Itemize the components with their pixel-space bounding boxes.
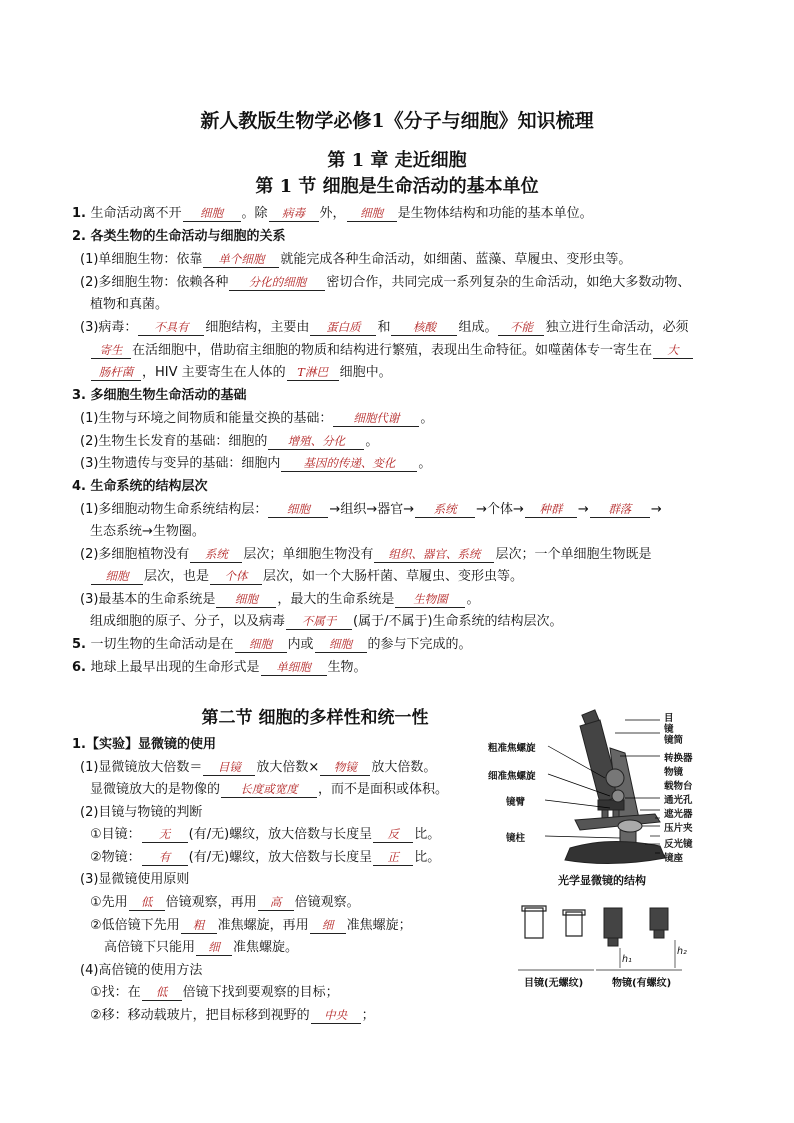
q2-item-1: (1)单细胞生物：依靠 单个细胞 就能完成各种生命活动，如细菌、蓝藻、草履虫、变形虫等。 bbox=[80, 252, 632, 267]
answer-blank: 分化的细胞 bbox=[229, 275, 325, 291]
q2-item-2: (2)多细胞生物：依赖各种 分化的细胞 密切合作，共同完成一系列复杂的生命活动，如绝大多数动物、 bbox=[80, 275, 691, 290]
answer-blank: 种群 bbox=[525, 502, 577, 518]
answer-blank: 蛋白质 bbox=[310, 320, 376, 336]
answer-blank: 低 bbox=[129, 895, 165, 911]
s2-line-12: ②移：移动载玻片，把目标移到视野的 中央 ； bbox=[90, 1008, 375, 1023]
answer-blank: 细胞 bbox=[91, 569, 143, 585]
answer-blank: 不具有 bbox=[138, 320, 204, 336]
question-4-title: 4. 生命系统的结构层次 bbox=[72, 479, 208, 494]
s2-line-7: ①先用 低 倍镜观察，再用 高 倍镜观察。 bbox=[90, 895, 360, 910]
s2-line-6: (3)显微镜使用原则 bbox=[80, 872, 190, 887]
q2-item-3-cont: 寄生 在活细胞中，借助宿主细胞的物质和结构进行繁殖，表现出生命特征。如噬菌体专一寄生在 大 bbox=[90, 342, 694, 360]
answer-blank: 单个细胞 bbox=[203, 252, 279, 268]
q3-item-1: (1)生物与环境之间物质和能量交换的基础： 细胞代谢 。 bbox=[80, 411, 434, 426]
label-objective: 物镜 bbox=[664, 767, 684, 778]
s2-line-9: 高倍镜下只能用 细 准焦螺旋。 bbox=[104, 940, 299, 955]
eyepiece-caption: 目镜(无螺纹) bbox=[524, 978, 584, 989]
label-coarse-focus: 粗准焦螺旋 bbox=[488, 743, 536, 754]
label-h2: h₂ bbox=[677, 946, 687, 957]
answer-blank: 不能 bbox=[498, 320, 544, 336]
s2-line-5: ②物镜： 有 (有/无)螺纹，放大倍数与长度呈 正 比。 bbox=[90, 850, 441, 865]
answer-blank: 反 bbox=[373, 827, 413, 843]
q2-item-3: (3)病毒： 不具有 细胞结构，主要由 蛋白质 和 核酸 组成。 不能 独立进行生命活动，必须 bbox=[80, 320, 689, 335]
answer-blank: 单细胞 bbox=[261, 660, 327, 676]
microscope-figure bbox=[488, 708, 720, 998]
answer-blank: 细胞 bbox=[183, 206, 241, 222]
answer-blank: 长度或宽度 bbox=[221, 782, 317, 798]
answer-blank: 细胞 bbox=[347, 206, 397, 222]
answer-blank: 个体 bbox=[210, 569, 262, 585]
answer-blank: 增殖、分化 bbox=[268, 434, 364, 450]
answer-blank: 细胞 bbox=[216, 592, 276, 608]
label-mirror: 反光镜 bbox=[664, 839, 693, 850]
answer-blank: 群落 bbox=[590, 502, 650, 518]
answer-blank: 细胞 bbox=[235, 637, 287, 653]
s2-line-10: (4)高倍镜的使用方法 bbox=[80, 963, 203, 978]
q4-item-4: 组成细胞的原子、分子，以及病毒 不属于 (属于/不属于)生命系统的结构层次。 bbox=[90, 614, 563, 629]
q2-item-2-cont: 植物和真菌。 bbox=[90, 297, 169, 312]
q4-item-3: (3)最基本的生命系统是 细胞 ，最大的生命系统是 生物圈 。 bbox=[80, 592, 480, 607]
answer-blank: 低 bbox=[142, 985, 182, 1001]
answer-blank: 细胞 bbox=[315, 637, 367, 653]
answer-blank: 细 bbox=[310, 918, 346, 934]
answer-blank: 中央 bbox=[311, 1008, 361, 1024]
s2-line-2: 显微镜放大的是物像的 长度或宽度 ，而不是面积或体积。 bbox=[90, 782, 449, 797]
q4-item-2: (2)多细胞植物没有 系统 层次；单细胞生物没有 组织、器官、系统 层次；一个单细胞生物既是 bbox=[80, 547, 652, 562]
answer-blank: 寄生 bbox=[91, 343, 131, 359]
q3-item-2: (2)生物生长发育的基础：细胞的 增殖、分化 。 bbox=[80, 434, 379, 449]
label-pillar: 镜柱 bbox=[506, 833, 526, 844]
q4-item-1-cont: 生态系统→生物圈。 bbox=[90, 524, 205, 539]
answer-blank: T淋巴 bbox=[287, 365, 339, 381]
answer-blank: 系统 bbox=[190, 547, 242, 563]
q2-item-3-cont2: 肠杆菌 ，HIV 主要寄生在人体的 T淋巴 细胞中。 bbox=[90, 364, 392, 382]
answer-blank: 正 bbox=[373, 850, 413, 866]
answer-blank: 不属于 bbox=[286, 614, 352, 630]
label-eyepiece-1: 目 bbox=[664, 713, 674, 724]
label-base: 镜座 bbox=[664, 853, 684, 864]
answer-blank: 有 bbox=[142, 850, 188, 866]
answer-blank: 基因的传递、变化 bbox=[281, 456, 417, 472]
figure-caption: 光学显微镜的结构 bbox=[558, 874, 646, 887]
label-fine-focus: 细准焦螺旋 bbox=[488, 771, 536, 782]
question-5: 5. 一切生物的生命活动是在 细胞 内或 细胞 的参与下完成的。 bbox=[72, 637, 472, 652]
answer-blank: 大 bbox=[653, 343, 693, 359]
q4-item-2-cont: 细胞 层次，也是 个体 层次，如一个大肠杆菌、草履虫、变形虫等。 bbox=[90, 568, 523, 586]
answer-blank: 细胞 bbox=[268, 502, 328, 518]
section-title: 第 1 节 细胞是生命活动的基本单位 bbox=[255, 176, 539, 197]
answer-blank: 无 bbox=[142, 827, 188, 843]
label-h1: h₁ bbox=[622, 954, 632, 965]
label-eyepiece-2: 镜 bbox=[664, 724, 674, 735]
label-aperture: 通光孔 bbox=[664, 795, 693, 806]
answer-blank: 系统 bbox=[415, 502, 475, 518]
question-1: 1. 生命活动离不开 细胞 。除 病毒 外， 细胞 是生物体结构和功能的基本单位。 bbox=[72, 206, 593, 221]
answer-blank: 目镜 bbox=[203, 760, 255, 776]
answer-blank: 高 bbox=[258, 895, 294, 911]
label-stage: 载物台 bbox=[664, 781, 693, 792]
document-title: 新人教版生物学必修1《分子与细胞》知识梳理 bbox=[200, 110, 594, 132]
s2-line-3: (2)目镜与物镜的判断 bbox=[80, 805, 203, 820]
q4-item-1: (1)多细胞动物生命系统结构层： 细胞 →组织→器官→ 系统 →个体→ 种群 → 群落 → bbox=[80, 502, 662, 517]
chapter-title: 第 1 章 走近细胞 bbox=[327, 150, 467, 171]
s2-line-8: ②低倍镜下先用 粗 准焦螺旋，再用 细 准焦螺旋； bbox=[90, 918, 412, 933]
q3-item-3: (3)生物遗传与变异的基础：细胞内 基因的传递、变化 。 bbox=[80, 456, 432, 471]
answer-blank: 病毒 bbox=[269, 206, 319, 222]
answer-blank: 肠杆菌 bbox=[91, 365, 141, 381]
s2-line-4: ①目镜： 无 (有/无)螺纹，放大倍数与长度呈 反 比。 bbox=[90, 827, 441, 842]
label-arm: 镜臂 bbox=[506, 797, 526, 808]
s2-line-1: (1)显微镜放大倍数＝ 目镜 放大倍数× 物镜 放大倍数。 bbox=[80, 760, 437, 775]
answer-blank: 组织、器官、系统 bbox=[374, 547, 494, 563]
answer-blank: 核酸 bbox=[391, 320, 457, 336]
section-2-title: 第二节 细胞的多样性和统一性 bbox=[201, 708, 429, 728]
question-6: 6. 地球上最早出现的生命形式是 单细胞 生物。 bbox=[72, 660, 367, 675]
question-2-title: 2. 各类生物的生命活动与细胞的关系 bbox=[72, 229, 286, 244]
question-3-title: 3. 多细胞生物生命活动的基础 bbox=[72, 388, 247, 403]
answer-blank: 粗 bbox=[181, 918, 217, 934]
answer-blank: 细 bbox=[196, 940, 232, 956]
s2-line-11: ①找：在 低 倍镜下找到要观察的目标； bbox=[90, 985, 339, 1000]
label-nosepiece: 转换器 bbox=[664, 753, 693, 764]
label-clips: 压片夹 bbox=[664, 823, 693, 834]
label-tube: 镜筒 bbox=[664, 735, 684, 746]
objective-caption: 物镜(有螺纹) bbox=[612, 978, 672, 989]
answer-blank: 细胞代谢 bbox=[333, 411, 419, 427]
s2-item-1-title: 1.【实验】显微镜的使用 bbox=[72, 737, 216, 752]
answer-blank: 物镜 bbox=[320, 760, 370, 776]
label-diaphragm: 遮光器 bbox=[664, 809, 693, 820]
answer-blank: 生物圈 bbox=[395, 592, 465, 608]
